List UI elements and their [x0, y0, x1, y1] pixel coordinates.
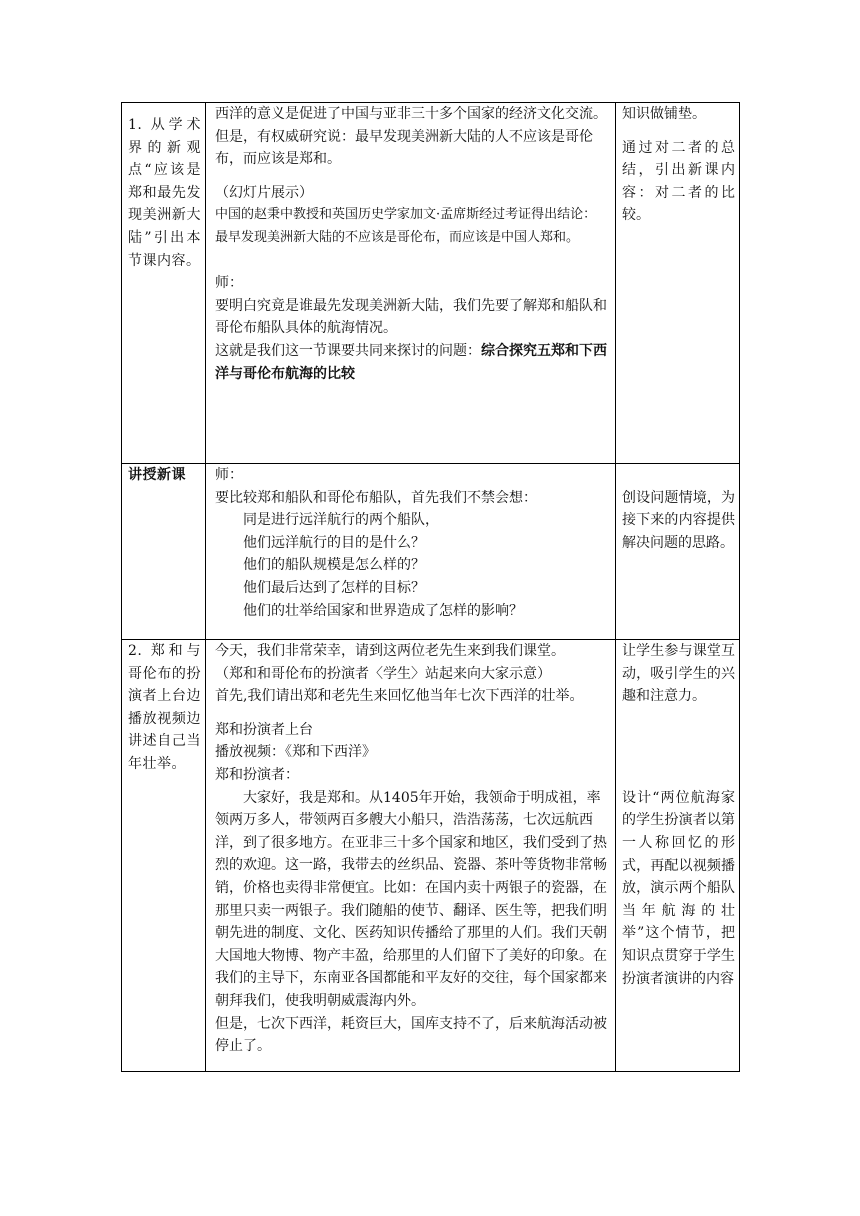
paragraph: 郑和扮演者上台: [215, 721, 313, 738]
paragraph: 播放视频：《郑和下西洋》: [215, 744, 376, 761]
paragraph: 要明白究竟是谁最先发现美洲新大陆，我们先要了解郑和船队和哥伦布船队具体的航海情况。: [215, 297, 607, 337]
content-cell: [206, 464, 616, 640]
intent-text: 设计“两位航海家的学生扮演者以第一人称回忆的形式，再配以视频播放，演示两个船队当年航海的壮举”这个情节，把知识点贯穿于学生扮演者演讲的内容: [622, 789, 735, 987]
paragraph: 要比较郑和船队和哥伦布船队，首先我们不禁会想：: [215, 489, 537, 506]
intent-cell: [616, 103, 740, 464]
topic-title: 综合探究五郑和下西洋与哥伦布航海的比较: [215, 342, 607, 382]
content-cell: [206, 103, 616, 464]
slide-text: 中国的赵秉中教授和英国历史学家加文·孟席斯经过考证得出结论：: [215, 207, 597, 223]
step-description: 1. 从学术界的新观点“应该是郑和最先发现美洲新大陆”引出本节课内容。: [128, 117, 201, 269]
slide-note: （幻灯片展示）: [215, 184, 313, 201]
paragraph: [215, 340, 609, 385]
section-heading: 讲授新课: [128, 467, 186, 483]
question: 他们的壮举给国家和世界造成了怎样的影响？: [243, 602, 523, 619]
paragraph: 但是，有权威研究说：最早发现美洲新大陆的人不应该是哥伦布，而应该是郑和。: [215, 128, 593, 168]
slide-text: 最早发现美洲新大陆的不应该是哥伦布，而应该是中国人郑和。: [215, 229, 580, 245]
table-row: [122, 464, 740, 640]
paragraph: 今天，我们非常荣幸，请到这两位老先生来到我们课堂。: [215, 643, 565, 659]
paragraph: （郑和和哥伦布的扮演者〈学生〉站起来向大家示意）: [215, 665, 551, 682]
question: 他们最后达到了怎样的目标？: [243, 579, 425, 596]
step-cell: [122, 103, 206, 464]
intent-text: 通过对二者的总结，引出新课内容：对二者的比较。: [622, 139, 735, 224]
paragraph-text: 这就是我们这一节课要共同来探讨的问题：: [215, 342, 481, 359]
question: 他们的船队规模是怎么样的？: [243, 557, 425, 574]
paragraph: 西洋的意义是促进了中国与亚非三十多个国家的经济文化交流。: [215, 106, 607, 122]
question: 同是进行远洋航行的两个船队，: [243, 512, 439, 529]
intent-cell: [616, 464, 740, 640]
step-description: 2. 郑和与哥伦布的扮演者上台边播放视频边讲述自己当年壮举。: [128, 643, 201, 772]
paragraph: 但是，七次下西洋，耗资巨大，国库支持不了，后来航海活动被停止了。: [215, 1015, 607, 1055]
lesson-plan-table: [121, 102, 740, 1072]
paragraph: 首先,我们请出郑和老先生来回忆他当年七次下西洋的壮举。: [215, 688, 584, 705]
speaker-label: 郑和扮演者：: [215, 766, 299, 783]
intent-text: 让学生参与课堂互动，吸引学生的兴趣和注意力。: [622, 643, 735, 705]
intent-text: 知识做铺垫。: [622, 106, 706, 122]
step-cell: [122, 464, 206, 640]
step-cell: [122, 640, 206, 1072]
speech-text: 大家好，我是郑和。从1405年开始，我领命于明成祖，率领两万多人，带领两百多艘大小船只，浩浩荡荡，七次远航西洋，到了很多地方。在亚非三十多个国家和地区，我们受到了热烈的欢迎。这一路，我带去的丝织品、瓷器、茶叶等货物非常畅销，价格也卖得非常便宜。比如：在国内卖十两银子的瓷器，在那里只卖一两银子。我们随船的使节、翻译、医生等，把我们明朝先进的制度、文化、医药知识传播给了那里的人们。我们天朝大国地大物博、物产丰盈，给那里的人们留下了美好的印象。在我们的主导下，东南亚各国都能和平友好的交往，每个国家都来朝拜我们，使我明朝威震海内外。: [215, 789, 607, 1009]
table-row: [122, 103, 740, 464]
intent-text: 创设问题情境，为接下来的内容提供解决问题的思路。: [622, 489, 735, 551]
speaker-label: 师：: [215, 467, 243, 483]
table-row: [122, 640, 740, 1072]
question: 他们远洋航行的目的是什么？: [243, 534, 425, 551]
content-cell: [206, 640, 616, 1072]
intent-cell: [616, 640, 740, 1072]
speaker-label: 师：: [215, 275, 243, 292]
